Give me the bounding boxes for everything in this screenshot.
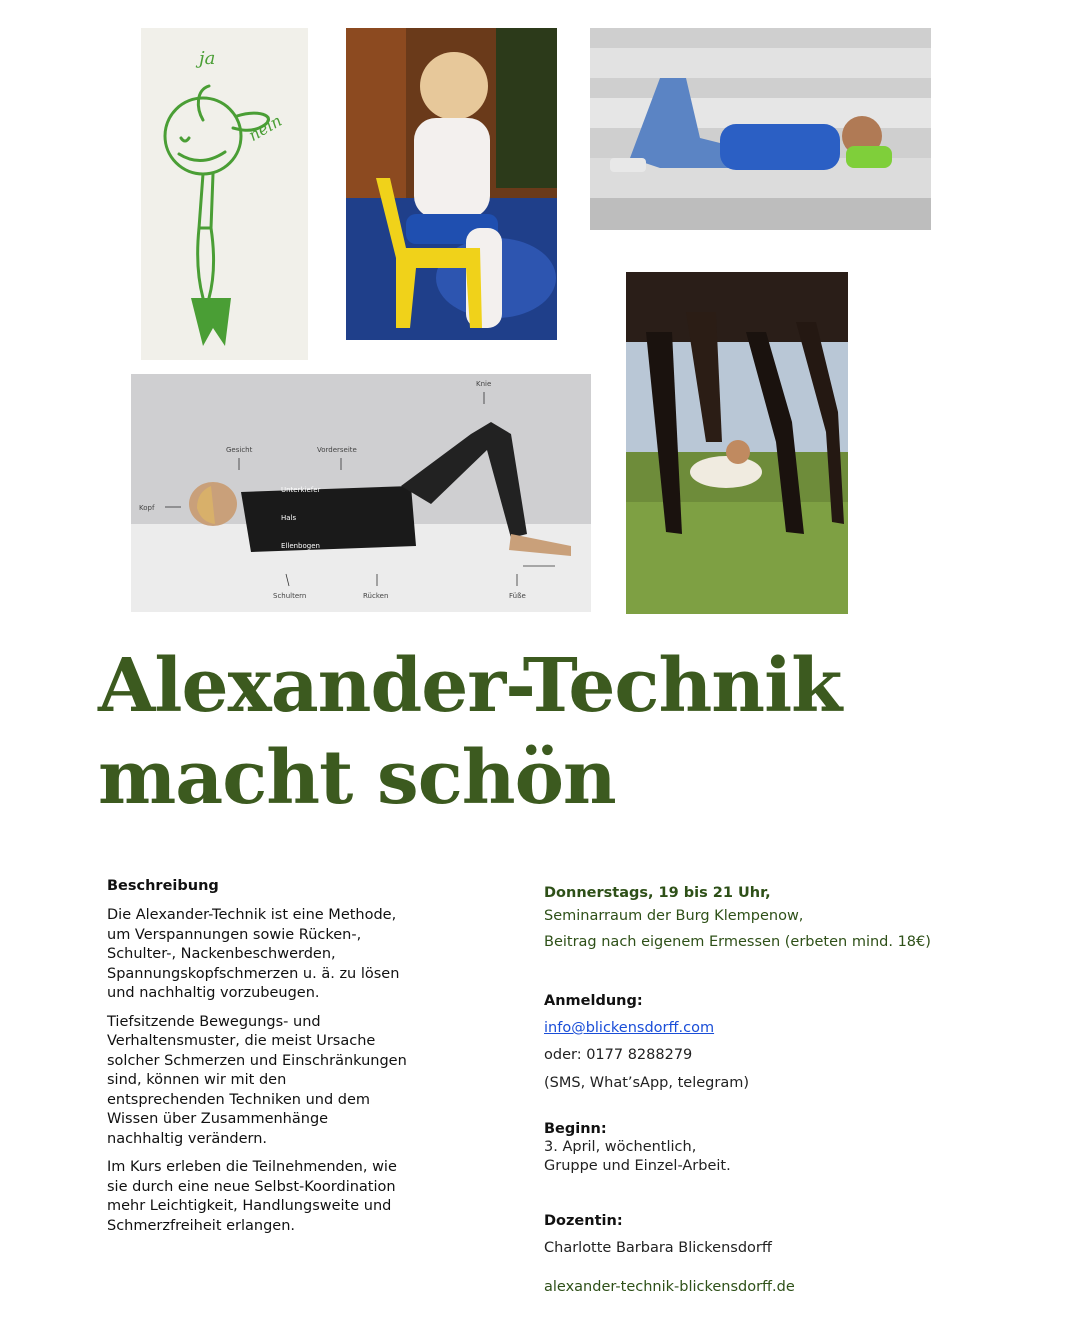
logo-ja-text: ja — [199, 48, 216, 69]
label-gesicht: Gesicht — [226, 446, 253, 454]
label-knie: Knie — [476, 380, 492, 388]
child-on-chair-photo — [346, 28, 557, 340]
description-paragraph-3: Im Kurs erleben die Teilnehmenden, wie sie durch eine neue Selbst-Koordination mehr Leichtigkeit, Handlungsweite und Schmerzfreiheit erlangen. — [107, 1159, 397, 1234]
description-paragraph-1: Die Alexander-Technik ist eine Methode, um Verspannungen sowie Rücken-, Schulter-, Nackenbeschwerden, Spannungskopfschmerzen u. ä. zu lösen und nachhaltig vorzubeugen. — [107, 907, 400, 1001]
label-hals: Hals — [281, 514, 297, 522]
label-ruecken: Rücken — [363, 592, 389, 600]
teacher-heading: Dozentin: — [544, 1213, 623, 1229]
teacher-name: Charlotte Barbara Blickensdorff — [544, 1240, 772, 1256]
label-fuesse: Füße — [509, 592, 526, 600]
website-text: alexander-technik-blickensdorff.de — [544, 1279, 795, 1295]
body-map-photo — [131, 374, 591, 612]
logo-nein-text: nein — [245, 110, 286, 145]
title-line-1: Alexander-Technik — [98, 643, 842, 729]
start-heading: Beginn: — [544, 1121, 607, 1137]
label-vorderseite: Vorderseite — [317, 446, 357, 454]
schedule-fee: Beitrag nach eigenem Ermessen (erbeten mind. 18€) — [544, 934, 931, 950]
logo-drawing-image — [141, 28, 308, 360]
messaging-channels: (SMS, What’sApp, telegram) — [544, 1075, 749, 1091]
email-link[interactable]: info@blickensdorff.com — [544, 1020, 715, 1036]
schedule-where: Seminarraum der Burg Klempenow, — [544, 908, 804, 924]
page-title — [98, 640, 841, 824]
description-section — [107, 878, 407, 1245]
label-kopf: Kopf — [139, 504, 155, 512]
man-lying-on-steps-photo — [590, 28, 931, 230]
label-unterkiefer: Unterkiefer — [281, 486, 321, 494]
description-heading: Beschreibung — [107, 878, 219, 894]
schedule-when: Donnerstags, 19 bis 21 Uhr, — [544, 885, 771, 901]
start-date: 3. April, wöchentlich, — [544, 1139, 697, 1155]
description-paragraph-2: Tiefsitzende Bewegungs- und Verhaltensmuster, die meist Ursache solcher Schmerzen und Einschränkungen sind, können wir mit den entsprechenden Techniken und dem Wissen über Zusammenhänge nachhaltig verändern. — [107, 1013, 407, 1147]
title-line-2: macht schön — [98, 735, 616, 821]
horse-and-people-photo — [626, 272, 848, 614]
label-ellenbogen: Ellenbogen — [281, 542, 320, 550]
registration-heading: Anmeldung: — [544, 993, 643, 1009]
start-format: Gruppe und Einzel-Arbeit. — [544, 1158, 731, 1174]
phone-number: oder: 0177 8288279 — [544, 1047, 693, 1063]
label-schultern: Schultern — [273, 592, 307, 600]
